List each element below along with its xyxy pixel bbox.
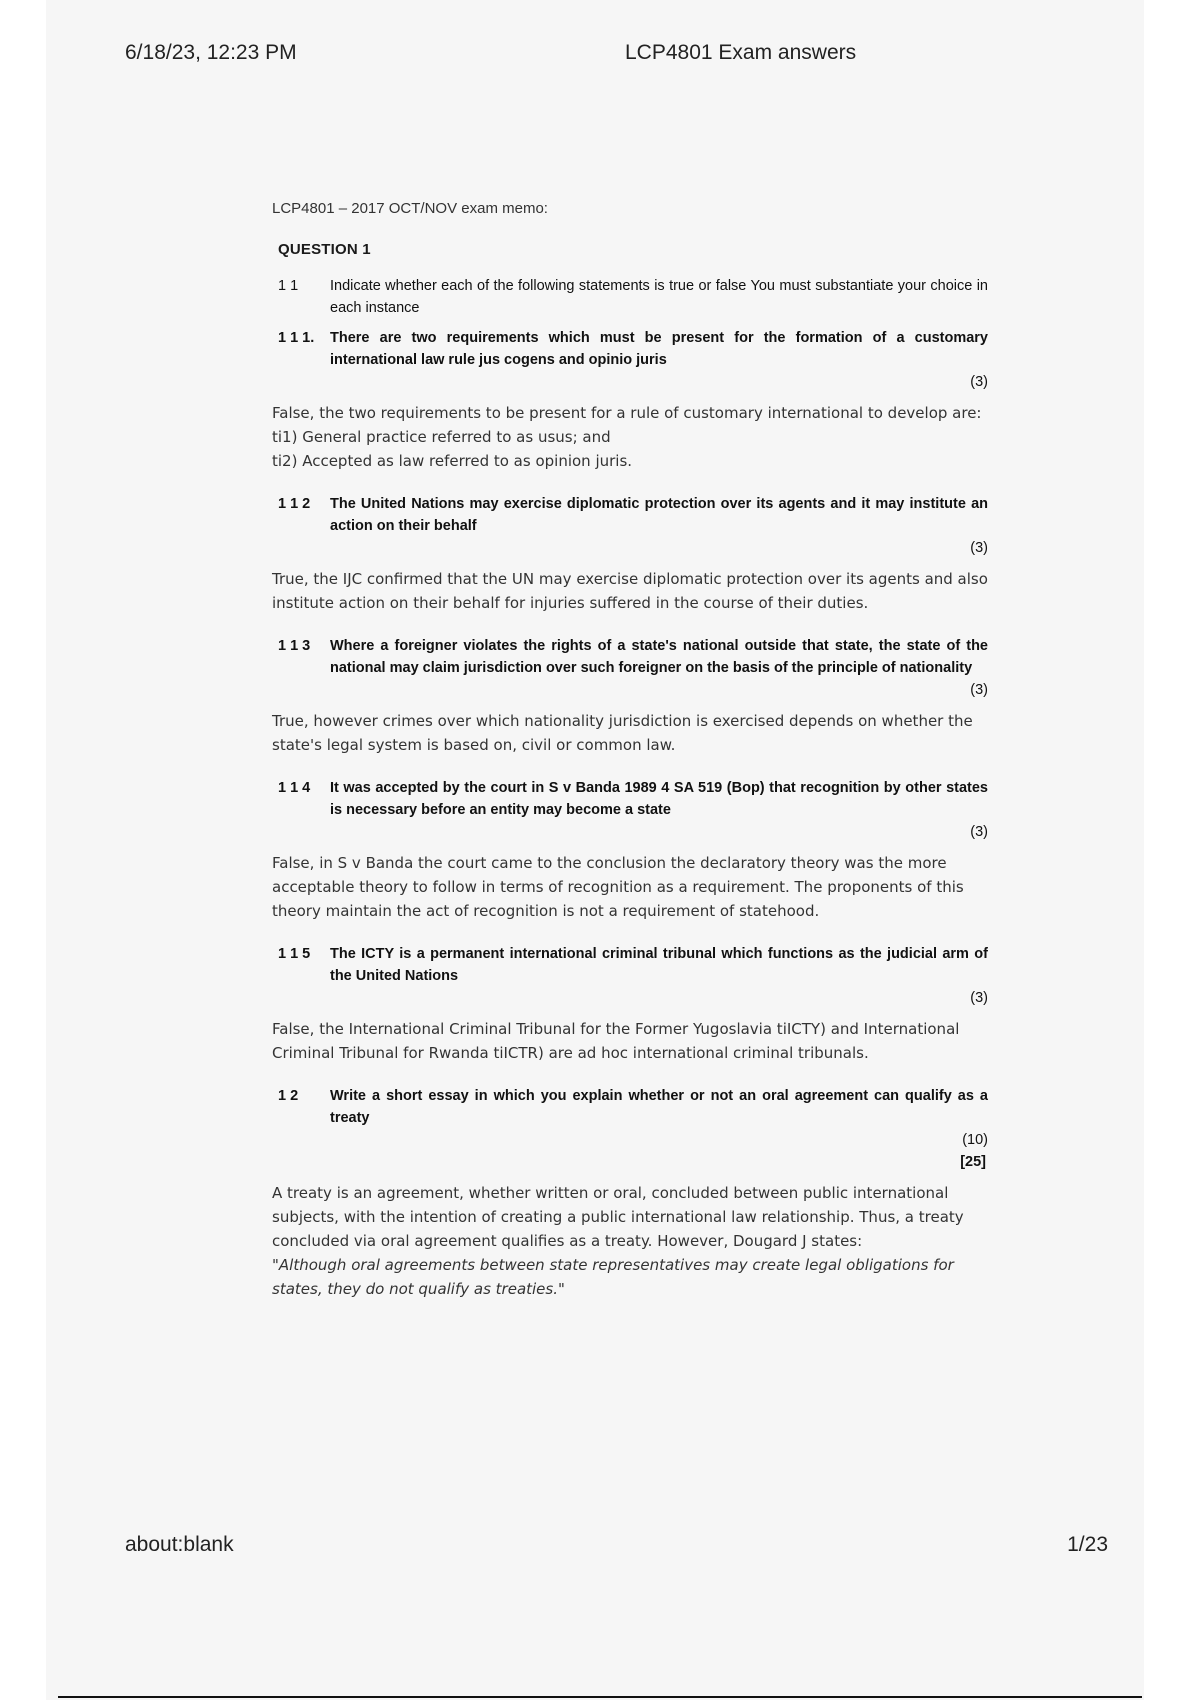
question-number: 1 1 3 bbox=[278, 638, 311, 654]
total-marks: [25] bbox=[960, 1154, 986, 1170]
question-number: 1 1 bbox=[278, 278, 299, 294]
question-text: The ICTY is a permanent international criminal tribunal which functions as the judicial arm of the United Nations bbox=[330, 946, 988, 984]
answer-text: A treaty is an agreement, whether written or oral, concluded between public international subjects, with the intention of creating a public international law relationship. Thus, a treaty concluded via oral agreement qualifies as a treaty. However, Dougard J states: bbox=[272, 1184, 964, 1250]
answer-text: False, the two requirements to be present for a rule of customary international to develop are: bbox=[272, 404, 982, 422]
question-text: Where a foreigner violates the rights of a state's national outside that state, the state of the national may claim jurisdiction over such foreigner on the basis of the principle of nationality bbox=[330, 638, 988, 676]
question-1-1-3 bbox=[272, 635, 988, 701]
bottom-divider bbox=[58, 1696, 1142, 1698]
question-marks: (3) bbox=[970, 374, 988, 390]
answer-text: True, the IJC confirmed that the UN may exercise diplomatic protection over its agents and also institute action on their behalf for injuries suffered in the course of their duties. bbox=[272, 570, 988, 612]
question-marks: (10) bbox=[962, 1132, 988, 1148]
question-marks: (3) bbox=[970, 540, 988, 556]
print-datetime: 6/18/23, 12:23 PM bbox=[125, 41, 297, 64]
question-marks: (3) bbox=[970, 682, 988, 698]
answer-list-item: ti1) General practice referred to as usus; and bbox=[272, 428, 611, 446]
question-marks: (3) bbox=[970, 990, 988, 1006]
question-marks: (3) bbox=[970, 824, 988, 840]
question-text: The United Nations may exercise diplomatic protection over its agents and it may institute an action on their behalf bbox=[330, 496, 988, 534]
question-1-1-5 bbox=[272, 943, 988, 1009]
answer-quote: "Although oral agreements between state representatives may create legal obligations for states, they do not qualify as treaties." bbox=[272, 1256, 954, 1298]
answer-text: False, in S v Banda the court came to the conclusion the declaratory theory was the more acceptable theory to follow in terms of recognition as a requirement. The proponents of this theory maintain the act of recognition is not a requirement of statehood. bbox=[272, 854, 964, 920]
question-1-1-1 bbox=[272, 327, 988, 393]
answer-list-item: ti2) Accepted as law referred to as opinion juris. bbox=[272, 452, 633, 470]
question-1-1-2 bbox=[272, 493, 988, 559]
print-url: about:blank bbox=[125, 1533, 234, 1556]
question-number: 1 1 4 bbox=[278, 780, 311, 796]
question-1-1-4 bbox=[272, 777, 988, 843]
print-title: LCP4801 Exam answers bbox=[625, 41, 857, 64]
answer-text: True, however crimes over which nationality jurisdiction is exercised depends on whether the state's legal system is based on, civil or common law. bbox=[272, 712, 973, 754]
print-footer bbox=[125, 1533, 1108, 1557]
question-text: Write a short essay in which you explain whether or not an oral agreement can qualify as a treaty bbox=[330, 1088, 988, 1126]
question-number: 1 1 2 bbox=[278, 496, 311, 512]
question-number: 1 2 bbox=[278, 1088, 299, 1104]
question-text: There are two requirements which must be present for the formation of a customary international law rule jus cogens and opinio juris bbox=[330, 330, 988, 368]
question-1-1 bbox=[272, 275, 988, 319]
question-number: 1 1 5 bbox=[278, 946, 311, 962]
question-text: Indicate whether each of the following statements is true or false You must substantiate your choice in each instance bbox=[330, 278, 988, 316]
print-page-number: 1/23 bbox=[1067, 1533, 1108, 1556]
question-text: It was accepted by the court in S v Banda 1989 4 SA 519 (Bop) that recognition by other states is necessary before an entity may become a state bbox=[330, 780, 988, 818]
question-1-2 bbox=[272, 1085, 988, 1173]
answer-text: False, the International Criminal Tribunal for the Former Yugoslavia tiICTY) and International Criminal Tribunal for Rwanda tiICTR) are ad hoc international criminal tribunals. bbox=[272, 1020, 960, 1062]
question-number: 1 1 1. bbox=[278, 330, 315, 346]
memo-title: LCP4801 – 2017 OCT/NOV exam memo: bbox=[272, 200, 548, 217]
question-heading: QUESTION 1 bbox=[278, 241, 371, 258]
print-header bbox=[125, 41, 1108, 65]
exam-memo bbox=[272, 200, 988, 1301]
